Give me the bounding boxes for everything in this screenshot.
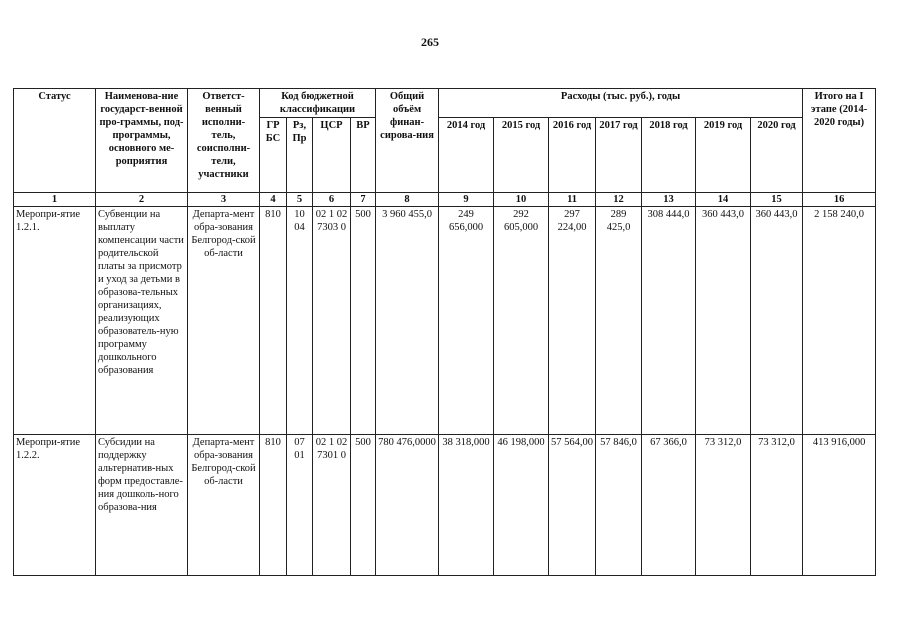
row-2015: 292 605,000 (494, 207, 549, 435)
column-number: 14 (696, 193, 751, 207)
column-number: 11 (549, 193, 596, 207)
column-number: 1 (14, 193, 96, 207)
row-2014: 249 656,000 (439, 207, 494, 435)
row-status: Меропри-ятие 1.2.2. (14, 435, 96, 576)
row-stage-total: 413 916,000 (803, 435, 876, 576)
row-name: Субсидии на поддержку альтернатив-ных форм предоставле-ния дошколь-ного образова-ния (96, 435, 188, 576)
row-vr: 500 (351, 207, 376, 435)
row-csr: 02 1 02 7303 0 (313, 207, 351, 435)
row-rzpr: 10 04 (287, 207, 313, 435)
row-2016: 297 224,00 (549, 207, 596, 435)
column-number: 7 (351, 193, 376, 207)
row-total: 3 960 455,0 (376, 207, 439, 435)
header-stage-total: Итого на I этапе (2014-2020 годы) (803, 89, 876, 193)
page-number: 265 (421, 35, 439, 49)
header-budget-code: Код бюджетной классификации (260, 89, 376, 118)
row-responsible: Департа-мент обра-зования Белгород-ской об-ласти (188, 435, 260, 576)
header-expenses: Расходы (тыс. руб.), годы (439, 89, 803, 118)
table-row (14, 435, 876, 576)
column-number: 15 (751, 193, 803, 207)
table-row (14, 207, 876, 435)
row-2020: 73 312,0 (751, 435, 803, 576)
column-number: 4 (260, 193, 287, 207)
header-vr: ВР (351, 118, 376, 193)
row-2017: 57 846,0 (596, 435, 642, 576)
row-2019: 73 312,0 (696, 435, 751, 576)
budget-table (13, 88, 876, 576)
row-2020: 360 443,0 (751, 207, 803, 435)
column-number: 8 (376, 193, 439, 207)
row-status: Меропри-ятие 1.2.1. (14, 207, 96, 435)
column-number: 3 (188, 193, 260, 207)
header-year-2019: 2019 год (696, 118, 751, 193)
column-number: 13 (642, 193, 696, 207)
header-responsible: Ответст-венный исполни-тель, соисполни-тели, участники (188, 89, 260, 193)
header-name: Наименова-ние государст-венной про-граммы, под-программы, основного ме-роприятия (96, 89, 188, 193)
header-total: Общий объём финан-сирова-ния (376, 89, 439, 193)
row-2014: 38 318,000 (439, 435, 494, 576)
row-rzpr: 07 01 (287, 435, 313, 576)
header-rzpr: Рз, Пр (287, 118, 313, 193)
column-number: 12 (596, 193, 642, 207)
row-2019: 360 443,0 (696, 207, 751, 435)
header-status: Статус (14, 89, 96, 193)
header-year-2020: 2020 год (751, 118, 803, 193)
column-number: 5 (287, 193, 313, 207)
row-name: Субвенции на выплату компенсации части родительской платы за присмотр и уход за детьми в образова-тельных организациях, реализующих образователь-ную программу дошкольного образования (96, 207, 188, 435)
header-year-2018: 2018 год (642, 118, 696, 193)
row-vr: 500 (351, 435, 376, 576)
header-row-1 (14, 89, 876, 118)
header-year-2014: 2014 год (439, 118, 494, 193)
row-2015: 46 198,000 (494, 435, 549, 576)
row-2018: 67 366,0 (642, 435, 696, 576)
column-number: 2 (96, 193, 188, 207)
column-number-row (14, 193, 876, 207)
row-2017: 289 425,0 (596, 207, 642, 435)
header-csr: ЦСР (313, 118, 351, 193)
header-year-2015: 2015 год (494, 118, 549, 193)
header-grbs: ГР БС (260, 118, 287, 193)
column-number: 6 (313, 193, 351, 207)
column-number: 10 (494, 193, 549, 207)
row-csr: 02 1 02 7301 0 (313, 435, 351, 576)
header-year-2016: 2016 год (549, 118, 596, 193)
row-stage-total: 2 158 240,0 (803, 207, 876, 435)
row-responsible: Департа-мент обра-зования Белгород-ской об-ласти (188, 207, 260, 435)
row-2018: 308 444,0 (642, 207, 696, 435)
row-grbs: 810 (260, 207, 287, 435)
row-grbs: 810 (260, 435, 287, 576)
header-year-2017: 2017 год (596, 118, 642, 193)
column-number: 9 (439, 193, 494, 207)
row-total: 780 476,0000 (376, 435, 439, 576)
row-2016: 57 564,00 (549, 435, 596, 576)
column-number: 16 (803, 193, 876, 207)
